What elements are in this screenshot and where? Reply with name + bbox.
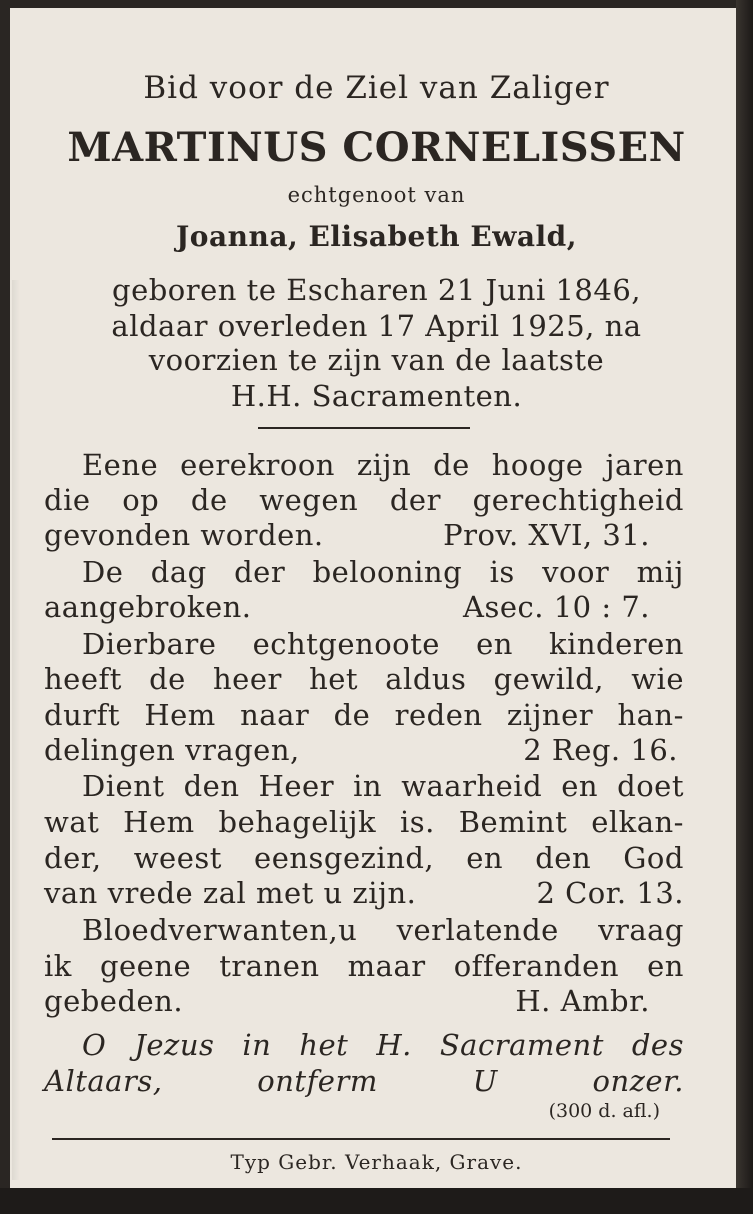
word: doet [617, 769, 684, 803]
card-edge-bottom [0, 1188, 753, 1214]
quote-2-line-1 [82, 555, 684, 589]
bio-line-4: H.H. Sacramenten. [230, 379, 523, 413]
word: tranen [219, 949, 320, 983]
word: ontferm [257, 1064, 378, 1098]
quote-5-citation: H. Ambr. [515, 984, 650, 1018]
word: der [234, 555, 286, 589]
quote-4-line-1 [82, 769, 684, 803]
quote-4-line-2 [44, 805, 684, 839]
word: Dierbare [82, 627, 217, 661]
quote-1-line-3 [44, 518, 650, 552]
word: eensgezind, [254, 841, 435, 875]
quote-5-text: gebeden. [44, 984, 184, 1018]
word: aldus [385, 662, 467, 696]
word: behagelijk [218, 805, 377, 839]
indulgence-note: (300 d. afl.) [548, 1100, 660, 1122]
word: naar [240, 698, 310, 732]
word: H. [376, 1028, 412, 1062]
word: des [631, 1028, 684, 1062]
word: Altaars, [44, 1064, 163, 1098]
quote-1-text: gevonden worden. [44, 518, 324, 552]
quote-4-line-3 [44, 841, 684, 875]
word: God [623, 841, 684, 875]
quote-4-citation: 2 Cor. 13. [536, 876, 684, 910]
quote-3-line-2 [44, 662, 684, 696]
word: den [535, 841, 592, 875]
word: en [647, 949, 684, 983]
word: Eene [82, 448, 159, 482]
divider-bottom [52, 1138, 670, 1140]
word: mij [636, 555, 684, 589]
word: Heer [258, 769, 335, 803]
word: De [82, 555, 124, 589]
word: han- [617, 698, 684, 732]
word: zijner [506, 698, 594, 732]
printer-credit: Typ Gebr. Verhaak, Grave. [230, 1150, 523, 1174]
spouse-intro: echtgenoot van [287, 183, 466, 207]
word: de [333, 698, 371, 732]
word: den [183, 769, 240, 803]
word: Bloedverwanten,u [82, 913, 358, 947]
word: gewild, [493, 662, 605, 696]
word: de [433, 448, 470, 482]
word: Hem [144, 698, 216, 732]
word: vraag [598, 913, 684, 947]
quote-4-text: van vrede zal met u zijn. [44, 876, 417, 910]
quote-3-line-4 [44, 733, 678, 767]
word: wat [44, 805, 100, 839]
word: en [466, 841, 504, 875]
bio-line-3: voorzien te zijn van de laatste [148, 343, 605, 377]
prayer-heading: Bid voor de Ziel van Zaliger [143, 70, 610, 106]
word: en [561, 769, 599, 803]
word: wie [631, 662, 684, 696]
word: ik [44, 949, 72, 983]
word: Bemint [458, 805, 568, 839]
quote-5-line-3 [44, 984, 650, 1018]
quote-1-line-2 [44, 483, 684, 517]
word: kinderen [549, 627, 684, 661]
word: en [476, 627, 513, 661]
word: de [190, 483, 228, 517]
quote-2-line-2 [44, 590, 650, 624]
prayer-line-1 [82, 1028, 684, 1062]
quote-3-line-3 [44, 698, 684, 732]
word: de [149, 662, 186, 696]
word: der [389, 483, 441, 517]
quote-4-line-4 [44, 876, 684, 910]
word: eerekroon [180, 448, 335, 482]
quote-1-citation: Prov. XVI, 31. [443, 518, 650, 552]
quote-5-line-2 [44, 949, 684, 983]
word: hooge [491, 448, 584, 482]
quote-3-text: delingen vragen, [44, 733, 300, 767]
quote-3-line-1 [82, 627, 684, 661]
quote-2-citation: Asec. 10 : 7. [463, 590, 650, 624]
word: voor [542, 555, 610, 589]
word: heer [213, 662, 282, 696]
word: U [472, 1064, 498, 1098]
word: offeranden [453, 949, 620, 983]
word: durft [44, 698, 120, 732]
word: maar [347, 949, 426, 983]
divider-top [258, 427, 470, 429]
quote-1-line-1 [82, 448, 684, 482]
word: Dient [82, 769, 165, 803]
word: dag [150, 555, 207, 589]
word: in [353, 769, 383, 803]
word: het [299, 1028, 349, 1062]
word: O [82, 1028, 107, 1062]
word: belooning [312, 555, 463, 589]
word: heeft [44, 662, 122, 696]
quote-2-text: aangebroken. [44, 590, 252, 624]
word: echtgenoote [252, 627, 440, 661]
word: Sacrament [439, 1028, 604, 1062]
quote-3-citation: 2 Reg. 16. [523, 733, 678, 767]
deceased-name: MARTINUS CORNELISSEN [67, 124, 686, 171]
word: in [242, 1028, 272, 1062]
word: reden [394, 698, 483, 732]
word: geene [99, 949, 192, 983]
quote-5-line-1 [82, 913, 684, 947]
word: gerechtigheid [472, 483, 684, 517]
word: het [309, 662, 359, 696]
word: Hem [123, 805, 195, 839]
word: Jezus [134, 1028, 215, 1062]
prayer-line-2 [44, 1064, 684, 1098]
word: is. [399, 805, 435, 839]
word: die [44, 483, 91, 517]
word: zijn [356, 448, 412, 482]
word: wegen [259, 483, 359, 517]
word: jaren [605, 448, 684, 482]
bio-line-2: aldaar overleden 17 April 1925, na [111, 309, 642, 343]
word: is [489, 555, 515, 589]
word: verlatende [396, 913, 559, 947]
word: waarheid [401, 769, 543, 803]
word: onzer. [592, 1064, 684, 1098]
word: der, [44, 841, 102, 875]
word: op [122, 483, 160, 517]
spouse-name: Joanna, Elisabeth Ewald, [176, 220, 577, 253]
paper-stain [12, 280, 20, 1180]
word: elkan- [591, 805, 684, 839]
bio-line-1: geboren te Escharen 21 Juni 1846, [112, 273, 641, 307]
word: weest [133, 841, 222, 875]
